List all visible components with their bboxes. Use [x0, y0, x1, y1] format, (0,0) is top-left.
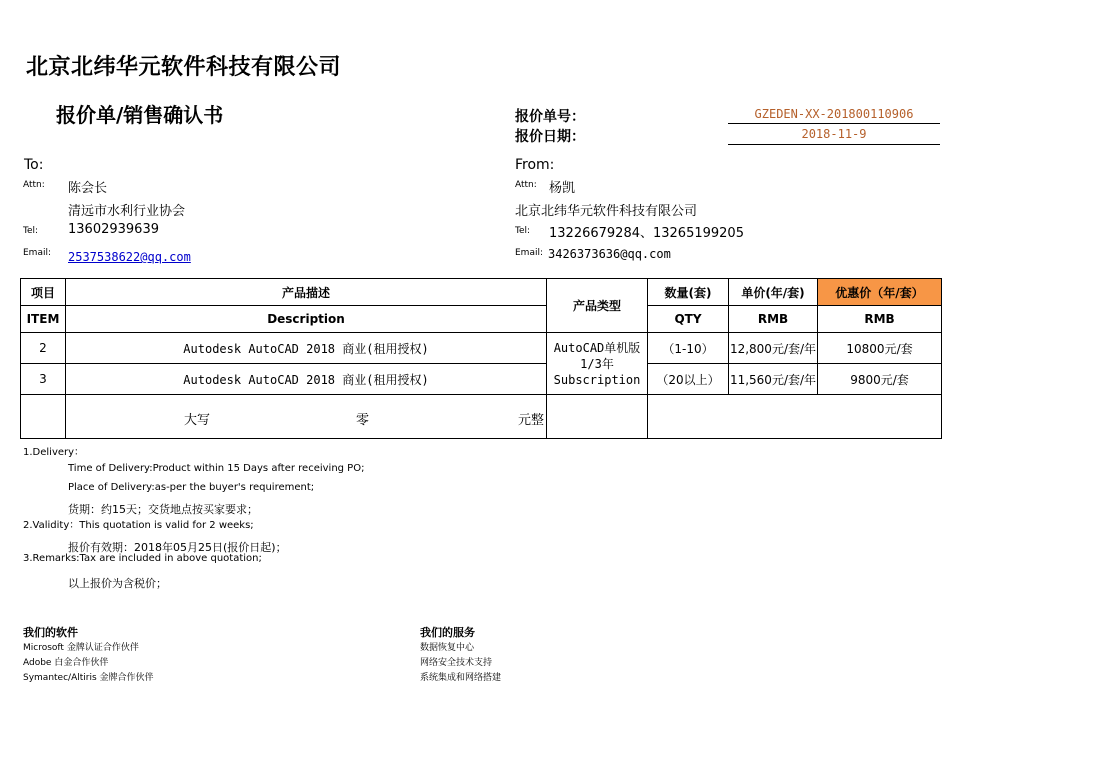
from-org: 北京北纬华元软件科技有限公司 — [515, 204, 698, 219]
table-row — [21, 333, 942, 364]
to-attn-label: Attn: — [23, 180, 45, 190]
from-attn: 杨凯 — [549, 181, 576, 196]
quotation-table — [20, 278, 942, 439]
document-title: 报价单/销售确认书 — [56, 103, 224, 127]
header-product-type: 产品类型 — [547, 279, 648, 333]
header-discount-price: 优惠价（年/套） — [818, 279, 942, 306]
company-name: 北京北纬华元软件科技有限公司 — [26, 55, 342, 80]
delivery-place: Place of Delivery:as-per the buyer's requirement; — [68, 482, 315, 493]
service-item: 数据恢复中心 — [420, 643, 475, 653]
quote-date: 2018-11-9 — [801, 127, 867, 141]
validity-cn: 报价有效期：2018年05月25日(报价日起)； — [68, 541, 287, 554]
header-item: 项目 — [21, 279, 66, 306]
header-description: 产品描述 — [66, 279, 547, 306]
product-type-line2: 1/3年 — [580, 356, 614, 371]
software-title: 我们的软件 — [23, 626, 78, 639]
to-email-label: Email: — [23, 248, 52, 258]
header-qty: 数量(套) — [648, 279, 729, 306]
remarks: 3.Remarks:Tax are included in above quotation; — [23, 553, 262, 564]
from-attn-label: Attn: — [515, 180, 537, 190]
total-label: 大写 — [184, 413, 211, 428]
product-type-line3: Subscription — [553, 372, 641, 387]
validity: 2.Validity：This quotation is valid for 2 weeks; — [23, 520, 254, 531]
row-description: Autodesk AutoCAD 2018 商业(租用授权) — [66, 364, 547, 395]
product-type-cell — [547, 333, 648, 395]
row-item: 3 — [21, 364, 66, 395]
to-attn: 陈会长 — [68, 181, 108, 196]
delivery-heading: 1.Delivery： — [23, 447, 85, 458]
software-item: Symantec/Altiris 金牌合作伙伴 — [23, 673, 154, 683]
to-org: 清远市水利行业协会 — [68, 204, 186, 219]
from-tel: 13226679284、13265199205 — [549, 226, 744, 241]
quote-number-label: 报价单号： — [515, 109, 585, 125]
header-discount-price-en: RMB — [818, 306, 942, 333]
row-unit-price: 12,800元/套/年 — [729, 333, 818, 364]
row-unit-price: 11,560元/套/年 — [729, 364, 818, 395]
total-value: 零 — [356, 413, 370, 428]
software-item: Microsoft 金牌认证合作伙伴 — [23, 643, 139, 653]
delivery-time: Time of Delivery:Product within 15 Days after receiving PO; — [68, 463, 365, 474]
to-email-link[interactable]: 2537538622@qq.com — [68, 250, 191, 264]
row-discount-price: 9800元/套 — [818, 364, 942, 395]
total-row — [21, 395, 942, 439]
header-item-en: ITEM — [21, 306, 66, 333]
row-item: 2 — [21, 333, 66, 364]
row-qty: （1-10） — [648, 333, 729, 364]
to-label: To: — [24, 157, 44, 173]
row-qty: （20以上） — [648, 364, 729, 395]
remarks-cn: 以上报价为含税价； — [68, 577, 167, 590]
delivery-cn: 货期：约15天；交货地点按买家要求； — [68, 503, 258, 516]
to-tel-label: Tel: — [23, 226, 39, 236]
table-row — [21, 364, 942, 395]
header-unit-price-en: RMB — [729, 306, 818, 333]
from-label: From: — [515, 157, 555, 173]
from-email-label: Email: — [515, 248, 544, 258]
quote-number: GZEDEN-XX-201800110906 — [754, 107, 914, 121]
quote-date-label: 报价日期： — [515, 129, 585, 145]
row-discount-price: 10800元/套 — [818, 333, 942, 364]
header-unit-price: 单价(年/套) — [729, 279, 818, 306]
from-tel-label: Tel: — [515, 226, 531, 236]
row-description: Autodesk AutoCAD 2018 商业(租用授权) — [66, 333, 547, 364]
to-tel: 13602939639 — [68, 222, 159, 237]
header-description-en: Description — [66, 306, 547, 333]
total-cell — [66, 395, 547, 439]
total-unit: 元整 — [517, 413, 544, 428]
product-type-line1: AutoCAD单机版 — [553, 340, 641, 355]
service-item: 网络安全技术支持 — [420, 658, 493, 668]
from-email: 3426373636@qq.com — [548, 247, 671, 261]
services-title: 我们的服务 — [420, 626, 475, 639]
service-item: 系统集成和网络搭建 — [420, 673, 502, 683]
header-qty-en: QTY — [648, 306, 729, 333]
software-item: Adobe 白金合作伙伴 — [23, 658, 109, 668]
